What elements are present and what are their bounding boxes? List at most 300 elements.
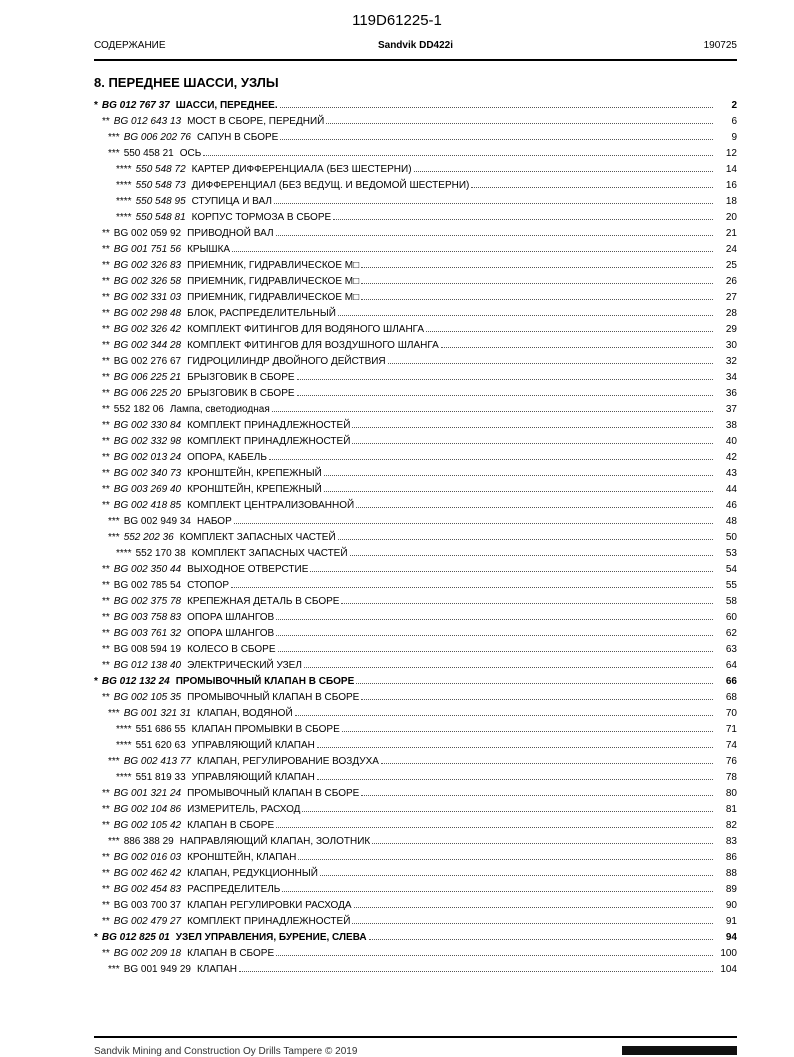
toc-title: КРОНШТЕЙН, КРЕПЕЖНЫЙ <box>187 484 322 495</box>
toc-level-marker: ** <box>102 372 110 383</box>
toc-entry[interactable] <box>94 627 737 643</box>
toc-page-number: 32 <box>725 356 737 367</box>
toc-level-marker: ** <box>102 628 110 639</box>
toc-part-number: BG 002 209 18 <box>113 948 182 959</box>
toc-part-number: BG 003 758 83 <box>113 612 182 623</box>
toc-title: МОСТ В СБОРЕ, ПЕРЕДНИЙ <box>187 116 325 127</box>
toc-entry[interactable] <box>94 115 737 131</box>
toc-title: КОМПЛЕКТ ЗАПАСНЫХ ЧАСТЕЙ <box>191 548 348 559</box>
toc-title: КОЛЕСО В СБОРЕ <box>187 644 276 655</box>
toc-page-number: 60 <box>725 612 737 623</box>
toc-title: УПРАВЛЯЮЩИЙ КЛАПАН <box>191 740 315 751</box>
toc-entry[interactable] <box>94 451 737 467</box>
toc-level-marker: * <box>94 932 98 943</box>
toc-part-number: 551 819 33 <box>135 772 186 783</box>
toc-title: НАБОР <box>196 516 232 527</box>
toc-page-number: 6 <box>731 116 737 127</box>
toc-part-number: BG 002 331 03 <box>113 292 182 303</box>
toc-level-marker: *** <box>108 132 120 143</box>
toc-title: ШАССИ, ПЕРЕДНЕЕ. <box>175 100 278 111</box>
toc-title: КОРПУС ТОРМОЗА В СБОРЕ <box>191 212 332 223</box>
toc-entry[interactable] <box>94 963 737 979</box>
toc-dot-leader <box>350 555 713 556</box>
toc-page-number: 26 <box>725 276 737 287</box>
toc-title: БРЫЗГОВИК В СБОРЕ <box>187 372 295 383</box>
toc-level-marker: ** <box>102 308 110 319</box>
toc-page-number: 70 <box>725 708 737 719</box>
toc-page-number: 83 <box>725 836 737 847</box>
toc-title: ОПОРА ШЛАНГОВ <box>187 628 275 639</box>
toc-part-number: BG 002 462 42 <box>113 868 182 879</box>
toc-dot-leader <box>320 875 713 876</box>
toc-part-number: BG 002 298 48 <box>113 308 182 319</box>
toc-level-marker: **** <box>116 740 132 751</box>
toc-dot-leader <box>471 187 713 188</box>
toc-part-number: BG 006 225 21 <box>113 372 182 383</box>
toc-level-marker: * <box>94 100 98 111</box>
toc-dot-leader <box>276 827 713 828</box>
toc-dot-leader <box>356 507 713 508</box>
toc-entry[interactable] <box>94 915 737 931</box>
toc-page-number: 74 <box>725 740 737 751</box>
header-divider <box>94 59 737 61</box>
toc-dot-leader <box>280 107 713 108</box>
toc-title: ПРИВОДНОЙ ВАЛ <box>187 228 274 239</box>
toc-dot-leader <box>203 155 713 156</box>
toc-entry[interactable] <box>94 99 737 115</box>
toc-entry[interactable] <box>94 163 737 179</box>
toc-level-marker: ** <box>102 356 110 367</box>
toc-part-number: BG 002 105 35 <box>113 692 182 703</box>
toc-level-marker: ** <box>102 116 110 127</box>
toc-entry[interactable] <box>94 387 737 403</box>
toc-dot-leader <box>338 539 713 540</box>
toc-level-marker: ** <box>102 324 110 335</box>
toc-title: СТОПОР <box>187 580 230 591</box>
toc-dot-leader <box>276 955 713 956</box>
toc-title: ПРИЕМНИК, ГИДРАВЛИЧЕСКОЕ М□ <box>187 292 360 303</box>
toc-dot-leader <box>231 587 713 588</box>
toc-title: ЭЛЕКТРИЧЕСКИЙ УЗЕЛ <box>187 660 302 671</box>
toc-level-marker: ** <box>102 868 110 879</box>
toc-page-number: 46 <box>725 500 737 511</box>
toc-page-number: 12 <box>725 148 737 159</box>
toc-part-number: BG 001 949 29 <box>123 964 191 975</box>
toc-level-marker: ** <box>102 900 110 911</box>
toc-part-number: BG 006 225 20 <box>113 388 182 399</box>
section-title: 8. ПЕРЕДНЕЕ ШАССИ, УЗЛЫ <box>94 75 279 90</box>
toc-entry[interactable] <box>94 867 737 883</box>
toc-level-marker: ** <box>102 788 110 799</box>
toc-page-number: 43 <box>725 468 737 479</box>
toc-dot-leader <box>297 395 713 396</box>
toc-part-number: BG 012 767 37 <box>101 100 170 111</box>
toc-level-marker: ** <box>102 612 110 623</box>
toc-page-number: 91 <box>725 916 737 927</box>
toc-title: ПРОМЫВОЧНЫЙ КЛАПАН В СБОРЕ <box>187 692 360 703</box>
toc-level-marker: *** <box>108 532 120 543</box>
toc-level-marker: ** <box>102 580 110 591</box>
toc-page-number: 62 <box>725 628 737 639</box>
document-number: 119D61225-1 <box>352 12 442 29</box>
footer-divider <box>94 1036 737 1038</box>
toc-page-number: 81 <box>725 804 737 815</box>
toc-entry[interactable] <box>94 275 737 291</box>
toc-title: ГИДРОЦИЛИНДР ДВОЙНОГО ДЕЙСТВИЯ <box>187 356 386 367</box>
toc-part-number: BG 002 016 03 <box>113 852 182 863</box>
toc-entry[interactable] <box>94 291 737 307</box>
toc-entry[interactable] <box>94 259 737 275</box>
toc-entry[interactable] <box>94 227 737 243</box>
toc-level-marker: ** <box>102 244 110 255</box>
toc-entry[interactable] <box>94 195 737 211</box>
toc-dot-leader <box>381 763 713 764</box>
toc-entry[interactable] <box>94 483 737 499</box>
toc-part-number: 550 548 72 <box>135 164 186 175</box>
toc-entry[interactable] <box>94 835 737 851</box>
toc-title: УПРАВЛЯЮЩИЙ КЛАПАН <box>191 772 315 783</box>
toc-title: КЛАПАН В СБОРЕ <box>187 820 275 831</box>
toc-entry[interactable] <box>94 515 737 531</box>
toc-title: ОПОРА ШЛАНГОВ <box>187 612 275 623</box>
toc-title: КРОНШТЕЙН, КРЕПЕЖНЫЙ <box>187 468 322 479</box>
toc-page-number: 9 <box>731 132 737 143</box>
toc-title: КОМПЛЕКТ ПРИНАДЛЕЖНОСТЕЙ <box>187 420 351 431</box>
toc-level-marker: **** <box>116 772 132 783</box>
toc-level-marker: *** <box>108 708 120 719</box>
toc-level-marker: ** <box>102 484 110 495</box>
toc-title: ПРОМЫВОЧНЫЙ КЛАПАН В СБОРЕ <box>187 788 360 799</box>
toc-entry[interactable] <box>94 499 737 515</box>
toc-dot-leader <box>272 411 713 412</box>
toc-part-number: BG 012 825 01 <box>101 932 170 943</box>
toc-page-number: 55 <box>725 580 737 591</box>
toc-entry[interactable] <box>94 883 737 899</box>
toc-dot-leader <box>441 347 713 348</box>
toc-level-marker: *** <box>108 756 120 767</box>
toc-page-number: 54 <box>725 564 737 575</box>
toc-dot-leader <box>298 859 713 860</box>
toc-title: КЛАПАН <box>196 964 237 975</box>
toc-page-number: 29 <box>725 324 737 335</box>
toc-page-number: 40 <box>725 436 737 447</box>
toc-part-number: BG 002 340 73 <box>113 468 182 479</box>
toc-part-number: 550 458 21 <box>123 148 174 159</box>
toc-entry[interactable] <box>94 819 737 835</box>
toc-page-number: 16 <box>725 180 737 191</box>
toc-part-number: BG 002 105 42 <box>113 820 182 831</box>
toc-page-number: 58 <box>725 596 737 607</box>
toc-page-number: 34 <box>725 372 737 383</box>
toc-part-number: 550 548 73 <box>135 180 186 191</box>
toc-page-number: 64 <box>725 660 737 671</box>
toc-level-marker: *** <box>108 964 120 975</box>
toc-dot-leader <box>302 811 713 812</box>
toc-dot-leader <box>369 939 713 940</box>
toc-title: ПРОМЫВОЧНЫЙ КЛАПАН В СБОРЕ <box>175 676 355 687</box>
toc-level-marker: ** <box>102 388 110 399</box>
toc-level-marker: *** <box>108 836 120 847</box>
toc-entry[interactable] <box>94 803 737 819</box>
toc-page-number: 86 <box>725 852 737 863</box>
toc-title: БРЫЗГОВИК В СБОРЕ <box>187 388 295 399</box>
toc-dot-leader <box>361 299 713 300</box>
toc-entry[interactable] <box>94 547 737 563</box>
toc-title: КАРТЕР ДИФФЕРЕНЦИАЛА (БЕЗ ШЕСТЕРНИ) <box>191 164 412 175</box>
toc-part-number: 550 548 81 <box>135 212 186 223</box>
toc-page-number: 89 <box>725 884 737 895</box>
toc-part-number: 551 686 55 <box>135 724 186 735</box>
toc-level-marker: ** <box>102 468 110 479</box>
toc-dot-leader <box>352 923 713 924</box>
toc-page-number: 2 <box>731 100 737 111</box>
header-section-label: СОДЕРЖАНИЕ <box>94 40 166 51</box>
toc-entry[interactable] <box>94 355 737 371</box>
toc-dot-leader <box>234 523 713 524</box>
toc-entry[interactable] <box>94 771 737 787</box>
toc-level-marker: * <box>94 676 98 687</box>
toc-page-number: 28 <box>725 308 737 319</box>
toc-level-marker: ** <box>102 260 110 271</box>
toc-level-marker: ** <box>102 276 110 287</box>
toc-page-number: 88 <box>725 868 737 879</box>
toc-entry[interactable] <box>94 707 737 723</box>
toc-entry[interactable] <box>94 211 737 227</box>
toc-title: РАСПРЕДЕЛИТЕЛЬ <box>187 884 281 895</box>
toc-entry[interactable] <box>94 131 737 147</box>
toc-part-number: BG 003 761 32 <box>113 628 182 639</box>
toc-level-marker: ** <box>102 644 110 655</box>
toc-entry[interactable] <box>94 531 737 547</box>
toc-part-number: BG 001 321 31 <box>123 708 191 719</box>
toc-page-number: 80 <box>725 788 737 799</box>
toc-title: КЛАПАН, РЕДУКЦИОННЫЙ <box>187 868 318 879</box>
toc-entry[interactable] <box>94 947 737 963</box>
toc-title: САПУН В СБОРЕ <box>196 132 279 143</box>
toc-part-number: BG 002 330 84 <box>113 420 182 431</box>
toc-dot-leader <box>317 747 713 748</box>
toc-level-marker: ** <box>102 420 110 431</box>
toc-title: КОМПЛЕКТ ПРИНАДЛЕЖНОСТЕЙ <box>187 916 351 927</box>
toc-part-number: BG 002 104 86 <box>113 804 182 815</box>
toc-part-number: BG 002 418 85 <box>113 500 182 511</box>
toc-title: ОСЬ <box>179 148 202 159</box>
toc-entry[interactable] <box>94 403 737 419</box>
toc-level-marker: **** <box>116 724 132 735</box>
toc-entry[interactable] <box>94 755 737 771</box>
toc-dot-leader <box>361 267 713 268</box>
toc-entry[interactable] <box>94 643 737 659</box>
toc-part-number: BG 002 413 77 <box>123 756 191 767</box>
toc-title: КОМПЛЕКТ ЦЕНТРАЛИЗОВАННОЙ <box>187 500 355 511</box>
toc-level-marker: ** <box>102 292 110 303</box>
toc-part-number: 551 620 63 <box>135 740 186 751</box>
toc-page-number: 36 <box>725 388 737 399</box>
toc-title: ДИФФЕРЕНЦИАЛ (БЕЗ ВЕДУЩ. И ВЕДОМОЙ ШЕСТЕРНИ) <box>191 180 470 191</box>
toc-entry[interactable] <box>94 435 737 451</box>
toc-entry[interactable] <box>94 339 737 355</box>
toc-page-number: 44 <box>725 484 737 495</box>
toc-dot-leader <box>342 731 713 732</box>
toc-dot-leader <box>361 795 713 796</box>
toc-level-marker: ** <box>102 436 110 447</box>
toc-dot-leader <box>333 219 713 220</box>
toc-page-number: 100 <box>720 948 737 959</box>
toc-level-marker: ** <box>102 948 110 959</box>
toc-entry[interactable] <box>94 243 737 259</box>
toc-level-marker: ** <box>102 804 110 815</box>
toc-page-number: 50 <box>725 532 737 543</box>
toc-entry[interactable] <box>94 419 737 435</box>
toc-part-number: BG 001 321 24 <box>113 788 182 799</box>
toc-title: КЛАПАН РЕГУЛИРОВКИ РАСХОДА <box>187 900 352 911</box>
toc-part-number: 552 170 38 <box>135 548 186 559</box>
footer-copyright: Sandvik Mining and Construction Oy Drills Tampere © 2019 <box>94 1046 358 1057</box>
toc-part-number: BG 008 594 19 <box>113 644 182 655</box>
toc-dot-leader <box>326 123 713 124</box>
toc-level-marker: ** <box>102 340 110 351</box>
toc-title: КРОНШТЕЙН, КЛАПАН <box>187 852 297 863</box>
toc-dot-leader <box>338 315 713 316</box>
toc-level-marker: **** <box>116 164 132 175</box>
toc-dot-leader <box>282 891 713 892</box>
toc-entry[interactable] <box>94 675 737 691</box>
toc-title: ОПОРА, КАБЕЛЬ <box>187 452 267 463</box>
toc-title: ИЗМЕРИТЕЛЬ, РАСХОД <box>187 804 301 815</box>
toc-part-number: BG 012 138 40 <box>113 660 182 671</box>
toc-entry[interactable] <box>94 723 737 739</box>
toc-part-number: 550 548 95 <box>135 196 186 207</box>
toc-part-number: BG 002 344 28 <box>113 340 182 351</box>
toc-entry[interactable] <box>94 147 737 163</box>
toc-page-number: 37 <box>725 404 737 415</box>
toc-page-number: 90 <box>725 900 737 911</box>
toc-page-number: 14 <box>725 164 737 175</box>
toc-part-number: BG 012 643 13 <box>113 116 182 127</box>
toc-entry[interactable] <box>94 595 737 611</box>
toc-part-number: BG 012 132 24 <box>101 676 170 687</box>
toc-page-number: 82 <box>725 820 737 831</box>
toc-level-marker: **** <box>116 212 132 223</box>
toc-level-marker: ** <box>102 660 110 671</box>
toc-entry[interactable] <box>94 467 737 483</box>
toc-page-number: 24 <box>725 244 737 255</box>
toc-entry[interactable] <box>94 371 737 387</box>
toc-page-number: 21 <box>725 228 737 239</box>
toc-part-number: BG 002 059 92 <box>113 228 182 239</box>
toc-page-number: 25 <box>725 260 737 271</box>
toc-title: КРЫШКА <box>187 244 231 255</box>
toc-page-number: 27 <box>725 292 737 303</box>
toc-dot-leader <box>269 459 713 460</box>
toc-part-number: 886 388 29 <box>123 836 174 847</box>
toc-part-number: BG 002 332 98 <box>113 436 182 447</box>
toc-part-number: BG 002 454 83 <box>113 884 182 895</box>
toc-dot-leader <box>280 139 713 140</box>
toc-level-marker: ** <box>102 916 110 927</box>
toc-dot-leader <box>388 363 713 364</box>
toc-page-number: 94 <box>725 932 737 943</box>
toc-level-marker: *** <box>108 516 120 527</box>
toc-part-number: 552 202 36 <box>123 532 174 543</box>
toc-entry[interactable] <box>94 931 737 947</box>
toc-level-marker: *** <box>108 148 120 159</box>
toc-title: КЛАПАН, ВОДЯНОЙ <box>196 708 293 719</box>
toc-part-number: BG 002 326 83 <box>113 260 182 271</box>
toc-page-number: 30 <box>725 340 737 351</box>
toc-entry[interactable] <box>94 659 737 675</box>
toc-title: КОМПЛЕКТ ПРИНАДЛЕЖНОСТЕЙ <box>187 436 351 447</box>
toc-level-marker: ** <box>102 852 110 863</box>
toc-dot-leader <box>426 331 713 332</box>
header-date-code: 190725 <box>703 40 737 51</box>
toc-dot-leader <box>310 571 713 572</box>
toc-title: БЛОК, РАСПРЕДЕЛИТЕЛЬНЫЙ <box>187 308 336 319</box>
toc-part-number: BG 006 202 76 <box>123 132 191 143</box>
toc-part-number: BG 002 479 27 <box>113 916 182 927</box>
toc-level-marker: **** <box>116 180 132 191</box>
toc-dot-leader <box>239 971 713 972</box>
toc-part-number: BG 002 949 34 <box>123 516 191 527</box>
toc-part-number: BG 002 276 67 <box>113 356 182 367</box>
toc-dot-leader <box>317 779 713 780</box>
toc-title: СТУПИЦА И ВАЛ <box>191 196 272 207</box>
sandvik-logo <box>622 1046 737 1055</box>
toc-entry[interactable] <box>94 307 737 323</box>
toc-entry[interactable] <box>94 739 737 755</box>
toc-entry[interactable] <box>94 179 737 195</box>
toc-dot-leader <box>274 203 713 204</box>
toc-part-number: BG 002 375 78 <box>113 596 182 607</box>
toc-entry[interactable] <box>94 787 737 803</box>
toc-page-number: 20 <box>725 212 737 223</box>
toc-title: УЗЕЛ УПРАВЛЕНИЯ, БУРЕНИЕ, СЛЕВА <box>175 932 367 943</box>
toc-entry[interactable] <box>94 579 737 595</box>
toc-dot-leader <box>297 379 713 380</box>
toc-title: КЛАПАН В СБОРЕ <box>187 948 275 959</box>
toc-dot-leader <box>278 651 714 652</box>
toc-part-number: BG 002 013 24 <box>113 452 182 463</box>
toc-dot-leader <box>352 427 713 428</box>
toc-page-number: 18 <box>725 196 737 207</box>
toc-entry[interactable] <box>94 611 737 627</box>
toc-title: КРЕПЕЖНАЯ ДЕТАЛЬ В СБОРЕ <box>187 596 340 607</box>
toc-entry[interactable] <box>94 691 737 707</box>
toc-title: ПРИЕМНИК, ГИДРАВЛИЧЕСКОЕ М□ <box>187 260 360 271</box>
toc-title: КЛАПАН ПРОМЫВКИ В СБОРЕ <box>191 724 340 735</box>
toc-entry[interactable] <box>94 851 737 867</box>
toc-part-number: BG 003 269 40 <box>113 484 182 495</box>
toc-dot-leader <box>304 667 713 668</box>
toc-entry[interactable] <box>94 323 737 339</box>
toc-part-number: BG 003 700 37 <box>113 900 182 911</box>
toc-entry[interactable] <box>94 563 737 579</box>
toc-level-marker: ** <box>102 564 110 575</box>
toc-level-marker: ** <box>102 500 110 511</box>
toc-part-number: BG 002 350 44 <box>113 564 182 575</box>
toc-level-marker: ** <box>102 884 110 895</box>
toc-entry[interactable] <box>94 899 737 915</box>
toc-dot-leader <box>324 475 713 476</box>
toc-dot-leader <box>352 443 713 444</box>
toc-page-number: 71 <box>725 724 737 735</box>
toc-page-number: 53 <box>725 548 737 559</box>
toc-part-number: BG 001 751 56 <box>113 244 182 255</box>
toc-title: КОМПЛЕКТ ЗАПАСНЫХ ЧАСТЕЙ <box>179 532 336 543</box>
toc-page-number: 76 <box>725 756 737 767</box>
toc-dot-leader <box>372 843 713 844</box>
toc-page-number: 38 <box>725 420 737 431</box>
